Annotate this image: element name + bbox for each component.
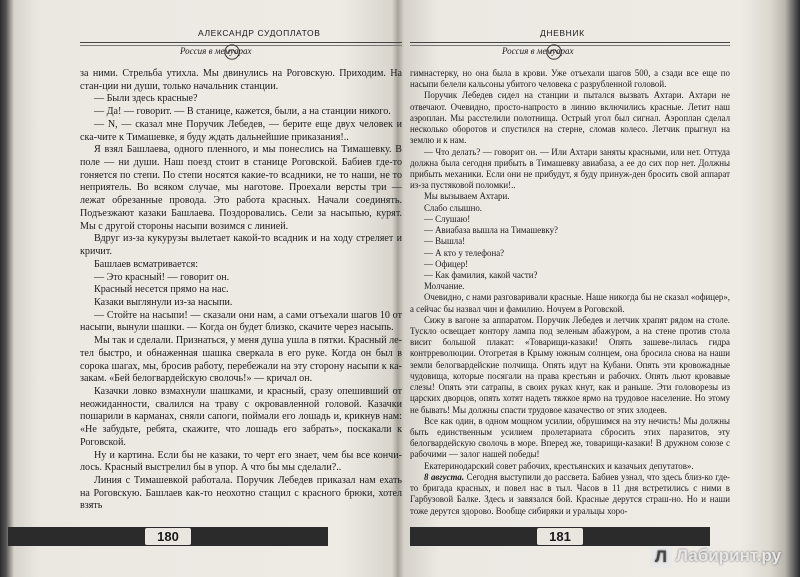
right-page-number: 181 (537, 528, 583, 545)
paragraph-text: Сижу в вагоне за аппаратом. Поручик Лебедев и летчик храпят рядом на столе. Тускло освещает контору лампа под зеленым абажуром, а на стене против стола висит большой плакат: «Товарищи-казаки! Опять зашеве-лилась гидра контрреволюции. Отогретая в Крыму южным солнцем, она бросила снова на наши земли белогвардейские полчища. Опять идут на Кубани. Опять эти кровожадные чудовища, которые посягали на права крестьян и рабочих. Опять льют кровавые слезы! Опять эти сатрапы, в своих руках кнут, как и раньше. Эти головорезы из царских дворцов, опять хотят надеть тяжкое ярмо на трудовое население. Но этому не бывать! Мы должны спасти трудовое казачество от этих злодеев. (410, 314, 730, 415)
paragraph (80, 475, 402, 513)
labirint-logo-icon: Л (650, 546, 672, 568)
paragraph (410, 281, 730, 292)
paragraph-text: — Что делать? — говорит он. — Или Ахтари заняты красными, или нет. Оттуда должна была сегодня прибыть в Тимашевку авиабаза, а ее до сих пор нет. Должны прибыть механики. Если они не прибудут, я буду принуж-ден бросить свой аппарат из-за пустяковой поломки!.. (410, 146, 730, 191)
paragraph-text: за ними. Стрельба утихла. Мы двинулись на Роговскую. Приходим. На стан-ции ни души, только начальник станции. (80, 68, 402, 92)
paragraph-text: — Да! — говорит. — В станице, кажется, были, а на станции никого. (94, 106, 391, 118)
paragraph (80, 310, 402, 335)
paragraph (80, 386, 402, 450)
paragraph-text: Мы так и сделали. Признаться, у меня душа ушла в пятки. Красный ле-тел быстро, и обнаженная шашка сверкала в его руке. Когда он был в сорока шагах, мы, бросив работу, перебежали на эту сторону насыпи к ка-закам. «Бей белогвардейскую сволочь!» — кричал он. (80, 335, 403, 385)
paragraph-text: Я взял Башлаева, одного пленного, и мы понеслись на Тимашевку. В поле — ни души. Наш поезд стоит в станице Роговской. Бабиев где-то гоняется по степи. По степи носятся какие-то всадники, не то наши, не то неприятель. Во всяком случае, мы наготове. Проехали версты три — лежат обрезанные провода. Это работа красных. Начали соединять. Подъезжают казаки Башлаева. Поздоровались. Сели за насыпью, курят. Мы с другой стороны насыпи возимся с линией. (80, 144, 402, 232)
paragraph-text: Слабо слышно. (424, 202, 483, 213)
left-series-title: Россия в мемуарах (180, 46, 252, 56)
paragraph-text: Ну и картина. Если бы не казаки, то черт его знает, чем бы все кончи-лось. Красный выстрелил бы в упор. А что бы мы сделали?.. (80, 449, 402, 474)
paragraph-text: Мы вызываем Ахтари. (424, 191, 510, 202)
paragraph-text: Красный несется прямо на нас. (94, 284, 229, 296)
paragraph (80, 106, 402, 119)
paragraph-text: — N, — сказал мне Поручик Лебедев, — берите еще двух человек и ска-чите к Тимашевке, я буду ждать дальнейшие приказания!.. (80, 118, 402, 143)
paragraph (410, 292, 730, 314)
paragraph (410, 270, 730, 281)
paragraph-text: гимнастерку, но она была в крови. Уже отъехали шагов 500, а сзади все еще по насыпи белели кальсоны убитого человека с разрубленной головой. (410, 68, 730, 90)
right-running-header (410, 28, 730, 68)
paragraph (410, 416, 730, 461)
paragraph (410, 90, 730, 146)
right-page (410, 0, 730, 577)
left-running-header (80, 28, 402, 68)
paragraph (80, 93, 402, 106)
paragraph-text: Поручик Лебедев сидел на станции и пытался вызвать Ахтари. Ахтари не отвечают. Очевидно, просто-напросто в линию включились красные. Летит наш аэроплан. Мы расстелили полотнища. Острый угол был сигнал. Аэроплан сделал несколько оборотов и спустился на стерне, сломав колесо. Летчик прыгнул на землю и к нам. (410, 90, 730, 146)
paragraph-text: Екатеринодарский совет рабочих, крестьянских и казачьих депутатов». (424, 460, 694, 471)
watermark-text: Лабиринт.ру (676, 546, 782, 565)
paragraph (410, 236, 730, 247)
paragraph (410, 248, 730, 259)
header-rule (80, 42, 402, 43)
paragraph-text: — Авиабаза вышла на Тимашевку? (424, 225, 558, 236)
paragraph-text: — Слушаю! (424, 213, 471, 224)
paragraph-text: Очевидно, с нами разговаривали красные. Наше никогда бы не сказал «офицер», а сейчас бы назвал чин и фамилию. Ночуем в Роговской. (410, 292, 730, 314)
paragraph-text: Вдруг из-за кукурузы вылетает какой-то всадник и на ходу стреляет и кричит. (80, 233, 402, 258)
left-page-number: 180 (145, 528, 191, 545)
paragraph-text: Казаки выглянули из-за насыпи. (94, 296, 233, 308)
paragraph-text: — Стойте на насыпи! — сказали они нам, а сами отъехали шагов 10 от насыпи, вынули шашки. — Когда он будет близко, скачите через насыпь. (80, 309, 402, 334)
paragraph-text: — Как фамилия, какой части? (424, 269, 538, 280)
paragraph-text: Сегодня выступили до рассвета. Бабиев узнал, что здесь близ-ко где-то бригада красных, и повел нас в тыл. Часов в 11 дня встретились с ними в Гарбузовой Балке. Здесь и завязался бой. Красные дерутся страш-но. Но и наши тоже дерутся здорово. Вообще сибиряки и уральцы хоро- (410, 471, 730, 516)
paragraph-text: — Это красный! — говорит он. (94, 271, 230, 283)
paragraph-text: — А кто у телефона? (424, 247, 505, 258)
paragraph (410, 214, 730, 225)
labirint-watermark (650, 540, 798, 572)
date-heading: 8 августа. (424, 471, 465, 482)
paragraph (410, 259, 730, 270)
paragraph (80, 144, 402, 233)
paragraph (80, 259, 402, 272)
paragraph-text: — Вышла! (424, 236, 466, 247)
paragraph (80, 233, 402, 258)
paragraph (80, 119, 402, 144)
left-running-head: АЛЕКСАНДР СУДОПЛАТОВ (198, 28, 321, 38)
left-page-text (80, 68, 402, 513)
paragraph (80, 450, 402, 475)
left-page (80, 0, 402, 577)
paragraph (410, 225, 730, 236)
paragraph (410, 461, 730, 472)
paragraph (80, 68, 402, 93)
paragraph (410, 472, 730, 517)
right-running-head: ДНЕВНИК (540, 28, 585, 38)
paragraph (80, 284, 402, 297)
paragraph-text: — Офицер! (424, 258, 469, 269)
left-folio-bar (8, 527, 328, 546)
paragraph (410, 68, 730, 90)
paragraph-text: Все как один, в одном мощном усилии, обрушимся на эту нечисть! Мы должны быть единственным усилием пролетариата сбросить этих паразитов, эту белогвардейскую сволочь в море. Вперед же, товарищи-казаки! В дружном союзе с рабочими — залог нашей победы! (410, 415, 730, 460)
paragraph-text: Казачки ловко взмахнули шашками, и красный, сразу опешивший от неожиданности, свалился на траву с окровавленной головой. Казачки пошарили в карманах, сняли сапоги, поймали его лошадь и, крикнув нам: «Не забудьте, ребята, скажите, что лошадь его забрать», поскакали к Роговской. (80, 385, 402, 448)
paragraph (80, 335, 402, 386)
paragraph (410, 203, 730, 214)
paragraph (410, 315, 730, 416)
paragraph-text: Молчание. (424, 281, 465, 292)
paragraph (410, 191, 730, 202)
header-rule (410, 42, 730, 43)
paragraph-text: Линия с Тимашевкой работала. Поручик Лебедев приказал нам ехать на Роговскую. Башлаев как-то неохотно стащил с красного брюки, хотел взять (80, 475, 402, 512)
paragraph-text: Башлаев всматривается: (94, 258, 199, 270)
paragraph (80, 297, 402, 310)
right-page-text (410, 68, 730, 517)
right-series-title: Россия в мемуарах (502, 46, 574, 56)
paragraph (80, 272, 402, 285)
paragraph (410, 147, 730, 192)
paragraph-text: — Были здесь красные? (94, 93, 198, 105)
